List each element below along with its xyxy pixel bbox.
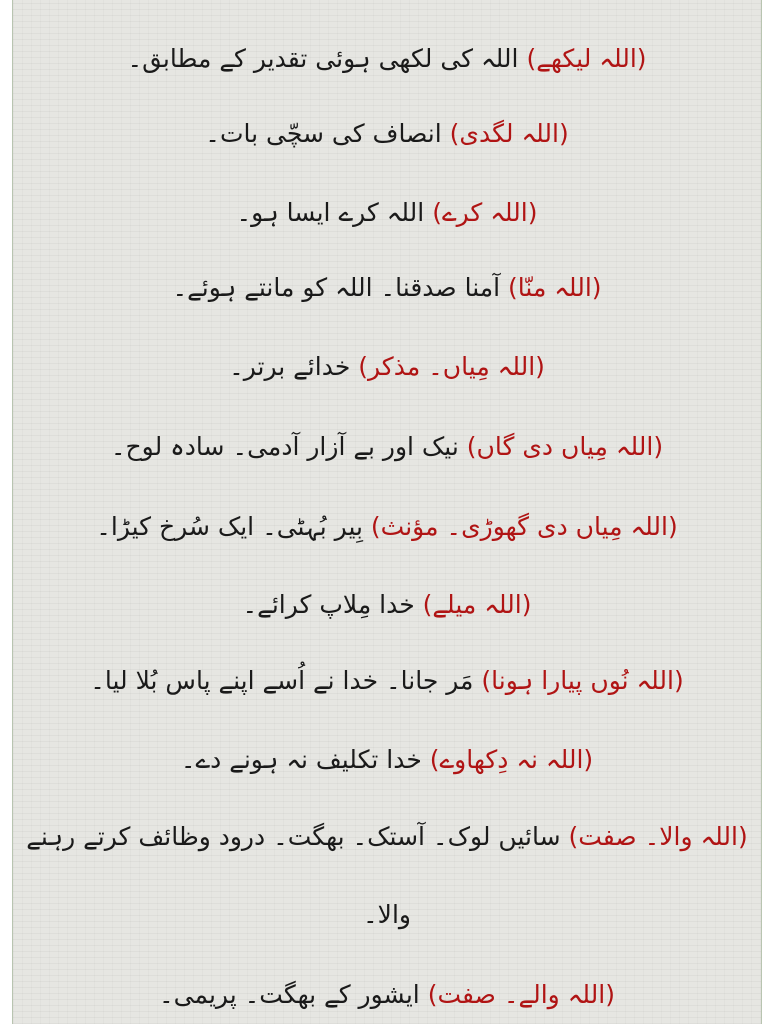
entry-headword: (اللہ مِیاں دی گھوڑی۔ مؤنث) bbox=[370, 512, 678, 541]
list-item bbox=[13, 271, 761, 305]
entry-meaning: خدا تکلیف نہ ہونے دے۔ bbox=[180, 745, 422, 774]
entry-headword: (اللہ مِیاں دی گاں) bbox=[466, 432, 664, 461]
entry-meaning: بِیر بُہٹی۔ ایک سُرخ کیڑا۔ bbox=[96, 512, 363, 541]
entry-headword: (اللہ لیکھے) bbox=[526, 44, 647, 73]
entry-meaning: ایشور کے بھگت۔ پریمی۔ bbox=[159, 980, 420, 1009]
list-item bbox=[13, 510, 761, 544]
entry-meaning: نیک اور بے آزار آدمی۔ سادہ لوح۔ bbox=[110, 432, 459, 461]
list-item bbox=[13, 743, 761, 777]
list-item bbox=[13, 117, 761, 151]
entry-meaning: خدا مِلاپ کرائے۔ bbox=[242, 590, 415, 619]
list-item bbox=[13, 350, 761, 384]
list-item bbox=[13, 588, 761, 622]
entry-headword: (اللہ میلے) bbox=[422, 590, 532, 619]
entry-headword: (اللہ والا۔ صفت) bbox=[568, 822, 748, 851]
entry-meaning: آمنا صدقنا۔ اللہ کو مانتے ہوئے۔ bbox=[172, 273, 501, 302]
entry-meaning: انصاف کی سچّی بات۔ bbox=[205, 119, 442, 148]
entry-headword: (اللہ مِیاں۔ مذکر) bbox=[358, 352, 545, 381]
list-item bbox=[13, 196, 761, 230]
list-item bbox=[13, 664, 761, 698]
entry-meaning: اللہ کرے ایسا ہو۔ bbox=[236, 198, 425, 227]
list-item bbox=[13, 798, 761, 954]
entry-headword: (اللہ منّا) bbox=[508, 273, 602, 302]
entry-headword: (اللہ نُوں پیارا ہونا) bbox=[481, 666, 684, 695]
entry-headword: (اللہ نہ دِکھاوے) bbox=[429, 745, 594, 774]
dictionary-page bbox=[12, 0, 762, 1024]
entry-headword: (اللہ والے۔ صفت) bbox=[427, 980, 615, 1009]
entry-headword: (اللہ کرے) bbox=[432, 198, 538, 227]
list-item bbox=[13, 42, 761, 76]
entry-meaning: خدائے برتر۔ bbox=[229, 352, 351, 381]
entry-meaning: سائیں لوک۔ آستک۔ بھگت۔ درود وظائف کرتے رہنے والا۔ bbox=[26, 822, 561, 929]
list-item bbox=[13, 430, 761, 464]
entry-headword: (اللہ لگدی) bbox=[449, 119, 569, 148]
entry-meaning: اللہ کی لکھی ہوئی تقدیر کے مطابق۔ bbox=[127, 44, 519, 73]
entry-meaning: مَر جانا۔ خدا نے اُسے اپنے پاس بُلا لیا۔ bbox=[90, 666, 474, 695]
list-item bbox=[13, 978, 761, 1012]
